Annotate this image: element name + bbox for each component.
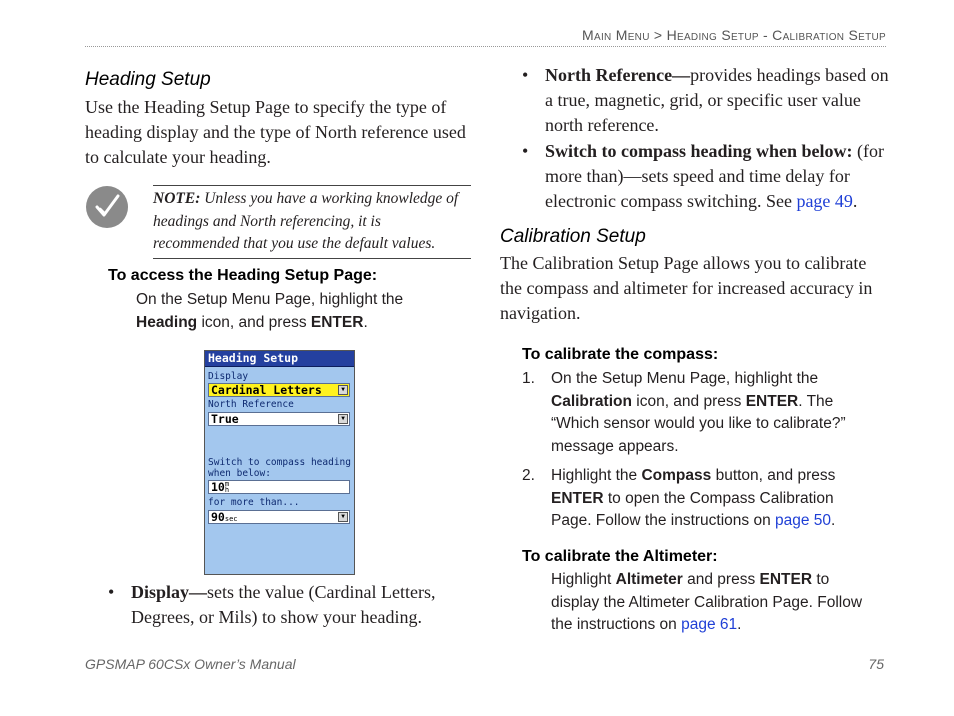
page-61-link[interactable]: page 61 xyxy=(681,616,738,633)
bullet-switch-compass: • Switch to compass heading when below: (for more than)—sets speed and time delay for electronic compass switching. See page 49. xyxy=(522,141,885,211)
compass-steps xyxy=(522,368,872,533)
calibration-setup-intro: The Calibration Setup Page allows you to calibrate the compass and altimeter for increased accuracy in navigation. xyxy=(500,253,873,323)
time-field[interactable]: 90sec ▼ xyxy=(208,510,350,524)
bullet-icon: • xyxy=(522,65,529,85)
compass-step-2: 2. Highlight the Compass button, and press ENTER to open the Compass Calibration Page. Follow the instructions on page 50. xyxy=(522,467,836,529)
bullet-display: • Display—sets the value (Cardinal Letters, Degrees, or Mils) to show your heading. xyxy=(108,582,436,627)
note-label: NOTE: xyxy=(153,190,201,207)
footer-manual-title: GPSMAP 60CSx Owner’s Manual xyxy=(85,656,296,672)
chevron-down-icon[interactable]: ▼ xyxy=(338,385,348,395)
heading-setup-intro: Use the Heading Setup Page to specify the type of heading display and the type of North reference used to calculate your heading. xyxy=(85,97,466,167)
time-label: for more than... xyxy=(208,497,300,508)
note-body: Unless you have a working knowledge of headings and North referencing, it is recommended that you use the default values. xyxy=(153,190,459,252)
note-box xyxy=(153,185,471,259)
running-header: Main Menu > Heading Setup - Calibration Setup xyxy=(582,27,886,43)
calibrate-altimeter-instructions: Highlight Altimeter and press ENTER to display the Altimeter Calibration Page. Follow the instructions on page 61. xyxy=(551,571,863,633)
switch-label-line2: when below: xyxy=(208,468,271,479)
access-heading-setup-instructions: On the Setup Menu Page, highlight the Heading icon, and press ENTER. xyxy=(136,291,404,331)
display-label: Display xyxy=(208,371,249,382)
calibrate-compass-title: To calibrate the compass: xyxy=(522,346,719,363)
calibration-setup-title: Calibration Setup xyxy=(500,226,646,247)
heading-setup-screen xyxy=(204,350,355,575)
screen-title-bar: Heading Setup xyxy=(205,351,354,367)
heading-setup-title: Heading Setup xyxy=(85,69,211,90)
bullet-list-options xyxy=(522,63,892,214)
note-text xyxy=(153,186,471,256)
compass-step-1: 1. On the Setup Menu Page, highlight the Calibration icon, and press ENTER. The “Which sensor would you like to calibrate?” message appears. xyxy=(522,370,846,455)
page-50-link[interactable]: page 50 xyxy=(775,512,832,529)
note-checkmark-icon xyxy=(85,185,129,229)
north-reference-label: North Reference xyxy=(208,399,294,410)
bullet-icon: • xyxy=(522,141,529,161)
page-49-link[interactable]: page 49 xyxy=(796,191,853,211)
switch-label-line1: Switch to compass heading xyxy=(208,457,351,468)
bullet-north-reference: • North Reference—provides headings based on a true, magnetic, grid, or specific user value north reference. xyxy=(522,65,889,135)
access-heading-setup-title: To access the Heading Setup Page: xyxy=(108,267,378,284)
bullet-icon: • xyxy=(108,582,115,602)
footer-page-number: 75 xyxy=(868,656,884,672)
calibrate-altimeter-title: To calibrate the Altimeter: xyxy=(522,548,718,565)
bullet-list-display xyxy=(108,580,448,630)
chevron-down-icon[interactable]: ▼ xyxy=(338,512,348,522)
north-reference-field[interactable]: True ▼ xyxy=(208,412,350,426)
header-divider xyxy=(85,46,886,47)
display-field[interactable]: Cardinal Letters ▼ xyxy=(208,383,350,397)
chevron-down-icon[interactable]: ▼ xyxy=(338,414,348,424)
speed-field[interactable]: 10m h xyxy=(208,480,350,494)
